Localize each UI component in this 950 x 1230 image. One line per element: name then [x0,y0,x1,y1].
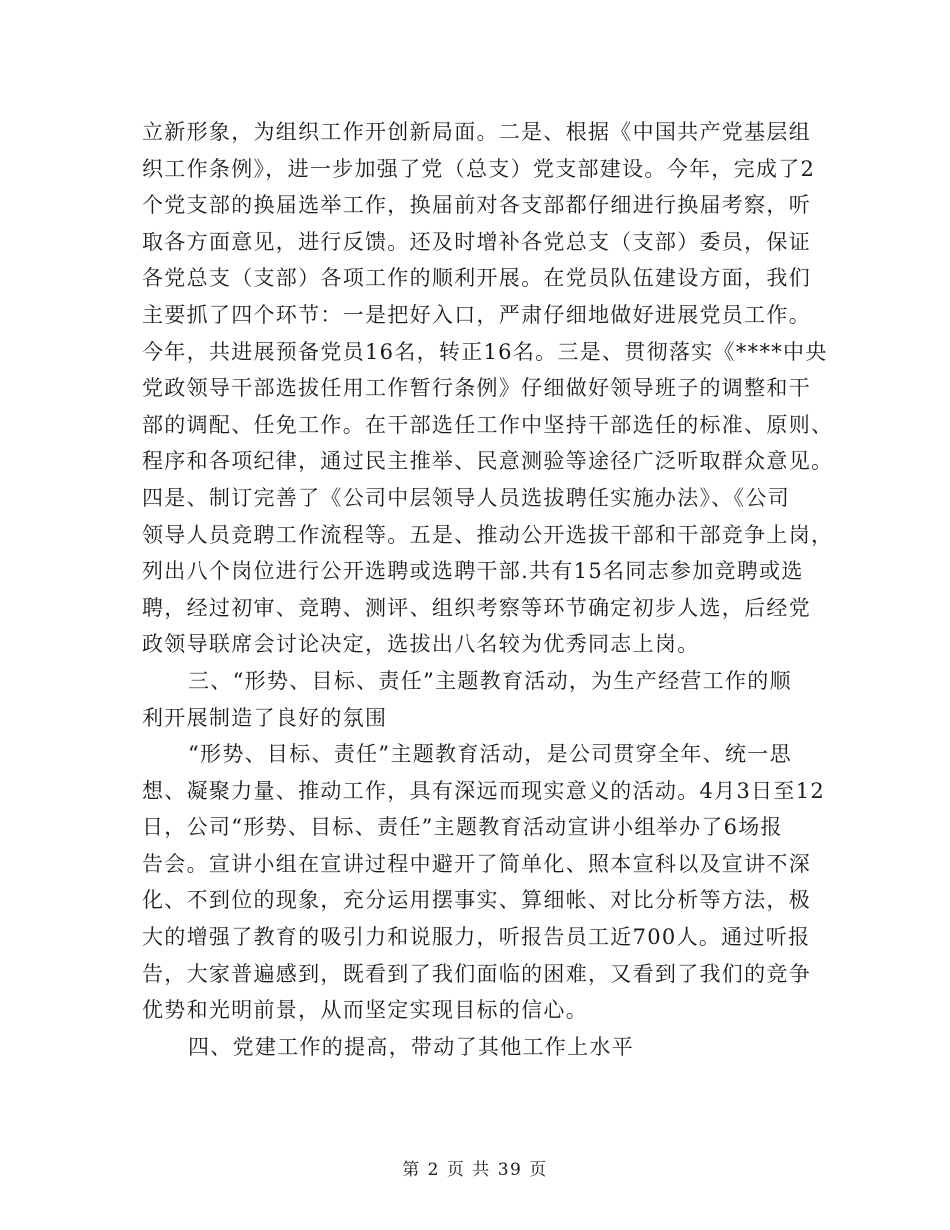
text-line: 今年，共进展预备党员16名，转正16名。三是、贯彻落实《****中央 [142,339,828,364]
page-number-label: 第 2 页 共 39 页 [402,1160,548,1180]
text-line: 党政领导干部选拔任用工作暂行条例》仔细做好领导班子的调整和干 [142,376,811,401]
text-line: 程序和各项纪律，通过民主推举、民意测验等途径广泛听取群众意见。 [142,449,834,474]
text-line: 取各方面意见，进行反馈。还及时增补各党总支（支部）委员，保证 [142,229,811,254]
text-line: 个党支部的换届选举工作，换届前对各支部都仔细进行换届考察，听 [142,193,811,218]
text-line: 化、不到位的现象，充分运用摆事实、算细帐、对比分析等方法，极 [142,888,811,913]
text-line: 织工作条例》，进一步加强了党（总支）党支部建设。今年，完成了2 [142,156,816,181]
text-line: 四是、制订完善了《公司中层领导人员选拔聘任实施办法》、《公司 [142,485,790,510]
text-line: 主要抓了四个环节：一是把好入口，严肃仔细地做好进展党员工作。 [142,302,811,327]
page-footer [0,1155,950,1180]
text-line: 优势和光明前景，从而坚定实现目标的信心。 [142,998,588,1023]
text-line: 聘，经过初审、竞聘、测评、组织考察等环节确定初步人选，后经党 [142,595,811,620]
text-line: 大的增强了教育的吸引力和说服力，听报告员工近700人。通过听报 [142,925,811,950]
text-line: 告，大家普遍感到，既看到了我们面临的困难，又看到了我们的竞争 [142,961,811,986]
text-line: 政领导联席会讨论决定，选拔出八名较为优秀同志上岗。 [142,632,700,657]
text-line: “形势、目标、责任”主题教育活动，是公司贯穿全年、统一思 [188,742,792,767]
text-line: 想、凝聚力量、推动工作，具有深远而现实意义的活动。4月3日至12 [142,778,826,803]
text-line: 三、“形势、目标、责任”主题教育活动，为生产经营工作的顺 [188,668,792,693]
text-line: 日，公司“形势、目标、责任”主题教育活动宣讲小组举办了6场报 [142,815,783,840]
text-line: 领导人员竞聘工作流程等。五是、推动公开选拔干部和干部竞争上岗， [142,522,834,547]
text-line: 立新形象，为组织工作开创新局面。二是、根据《中国共产党基层组 [142,120,811,144]
text-line: 告会。宣讲小组在宣讲过程中避开了简单化、照本宣科以及宣讲不深 [142,851,811,876]
text-line: 部的调配、任免工作。在干部选任工作中坚持干部选任的标准、原则、 [142,412,834,437]
text-line: 四、党建工作的提高，带动了其他工作上水平 [188,1034,634,1059]
text-line: 列出八个岗位进行公开选聘或选聘干部.共有15名同志参加竞聘或选 [142,559,804,584]
text-line: 利开展制造了良好的氛围 [142,705,388,730]
text-line: 各党总支（支部）各项工作的顺利开展。在党员队伍建设方面，我们 [142,266,811,291]
document-body [142,114,834,1065]
